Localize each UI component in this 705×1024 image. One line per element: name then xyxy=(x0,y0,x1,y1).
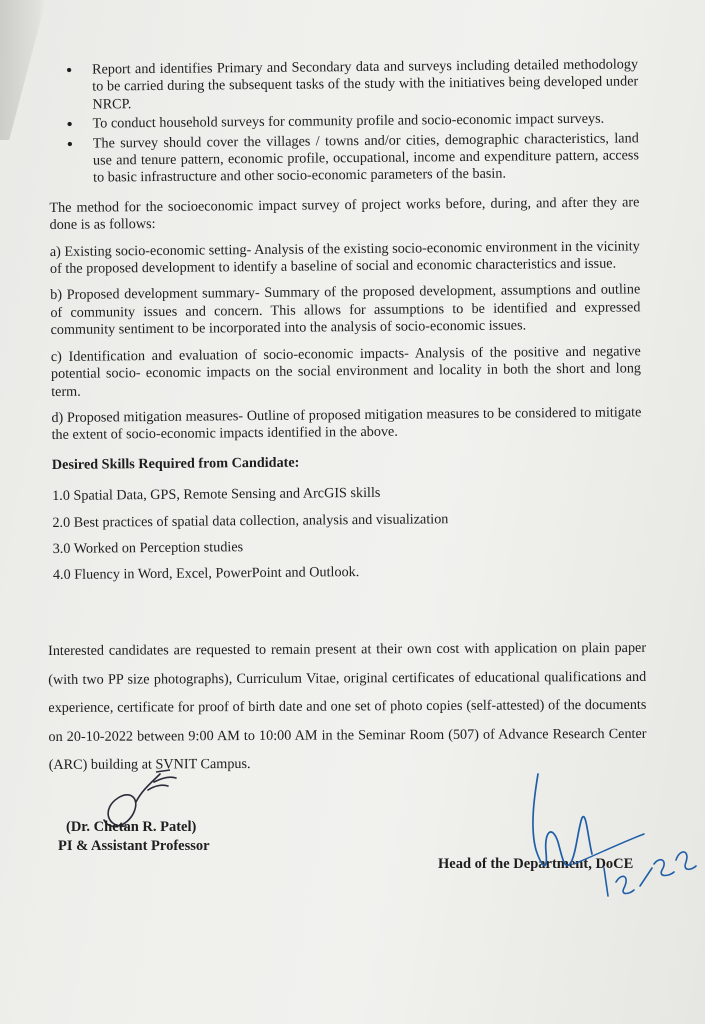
list-item: ● Report and identifies Primary and Secondary data and surveys including detailed methodology to be carried during the subsequent tasks of the study with the initiatives being developed under NRCP. xyxy=(92,56,638,113)
objectives-list xyxy=(48,56,639,188)
skill-item: 3.0 Worked on Perception studies xyxy=(52,539,244,557)
page-fold-shadow xyxy=(0,0,46,140)
skills-heading: Desired Skills Required from Candidate: xyxy=(51,454,300,473)
signature-right-icon xyxy=(508,768,698,908)
list-item: ● The survey should cover the villages / towns and/or cities, demographic characteristics, land use and tenure pattern, economic profile, occupational, income and expenditure pattern, access to basic infrastructure and other socio-economic parameters of the basin. xyxy=(93,130,639,187)
skill-item: 4.0 Fluency in Word, Excel, PowerPoint and Outlook. xyxy=(52,564,360,584)
skill-item: 2.0 Best practices of spatial data collection, analysis and visualization xyxy=(52,510,449,531)
signatory-left xyxy=(58,818,210,856)
list-item: ● To conduct household surveys for community profile and socio-economic impact surveys. xyxy=(93,111,639,134)
method-item-a: a) Existing socio-economic setting- Analysis of the existing socio-economic environment in the vicinity of the proposed development to identify a baseline of social and economic characteristics and issue. xyxy=(49,237,640,278)
skill-item: 1.0 Spatial Data, GPS, Remote Sensing and ArcGIS skills xyxy=(52,484,381,505)
method-item-b: b) Proposed development summary- Summary of the proposed development, assumptions and outline of community issues and concern. This allows for assumptions to be identified and expressed community sentiment to be incorporated into the analysis of socio-economic issues. xyxy=(50,281,641,339)
signatory-left-name: (Dr. Chetan R. Patel) xyxy=(66,819,197,835)
method-item-d: d) Proposed mitigation measures- Outline of proposed mitigation measures to be considered to mitigate the extent of socio-economic impacts identified in the above. xyxy=(51,404,642,444)
signatory-right-title: Head of the Department, DoCE xyxy=(438,856,634,872)
signatory-left-title: PI & Assistant Professor xyxy=(58,838,210,854)
method-item-c: c) Identification and evaluation of socio-economic impacts- Analysis of the positive and negative potential socio- economic impacts on the social environment and locality in both the short and long term. xyxy=(50,343,642,400)
closing-paragraph: Interested candidates are requested to remain present at their own cost with application on plain paper (with two PP size photographs), Curriculum Vitae, original certificates of educational qualifications and experience, certificate for proof of birth date and one set of photo copies (self-attested) of the documents on 20-10-2022 between 9:00 AM to 10:00 AM in the Seminar Room (507) of Advance Research Center (ARC) building at SVNIT Campus. xyxy=(48,639,647,773)
method-intro: The method for the socioeconomic impact survey of project works before, during, and after they are done is as follows: xyxy=(49,194,640,234)
document-body xyxy=(48,56,643,593)
